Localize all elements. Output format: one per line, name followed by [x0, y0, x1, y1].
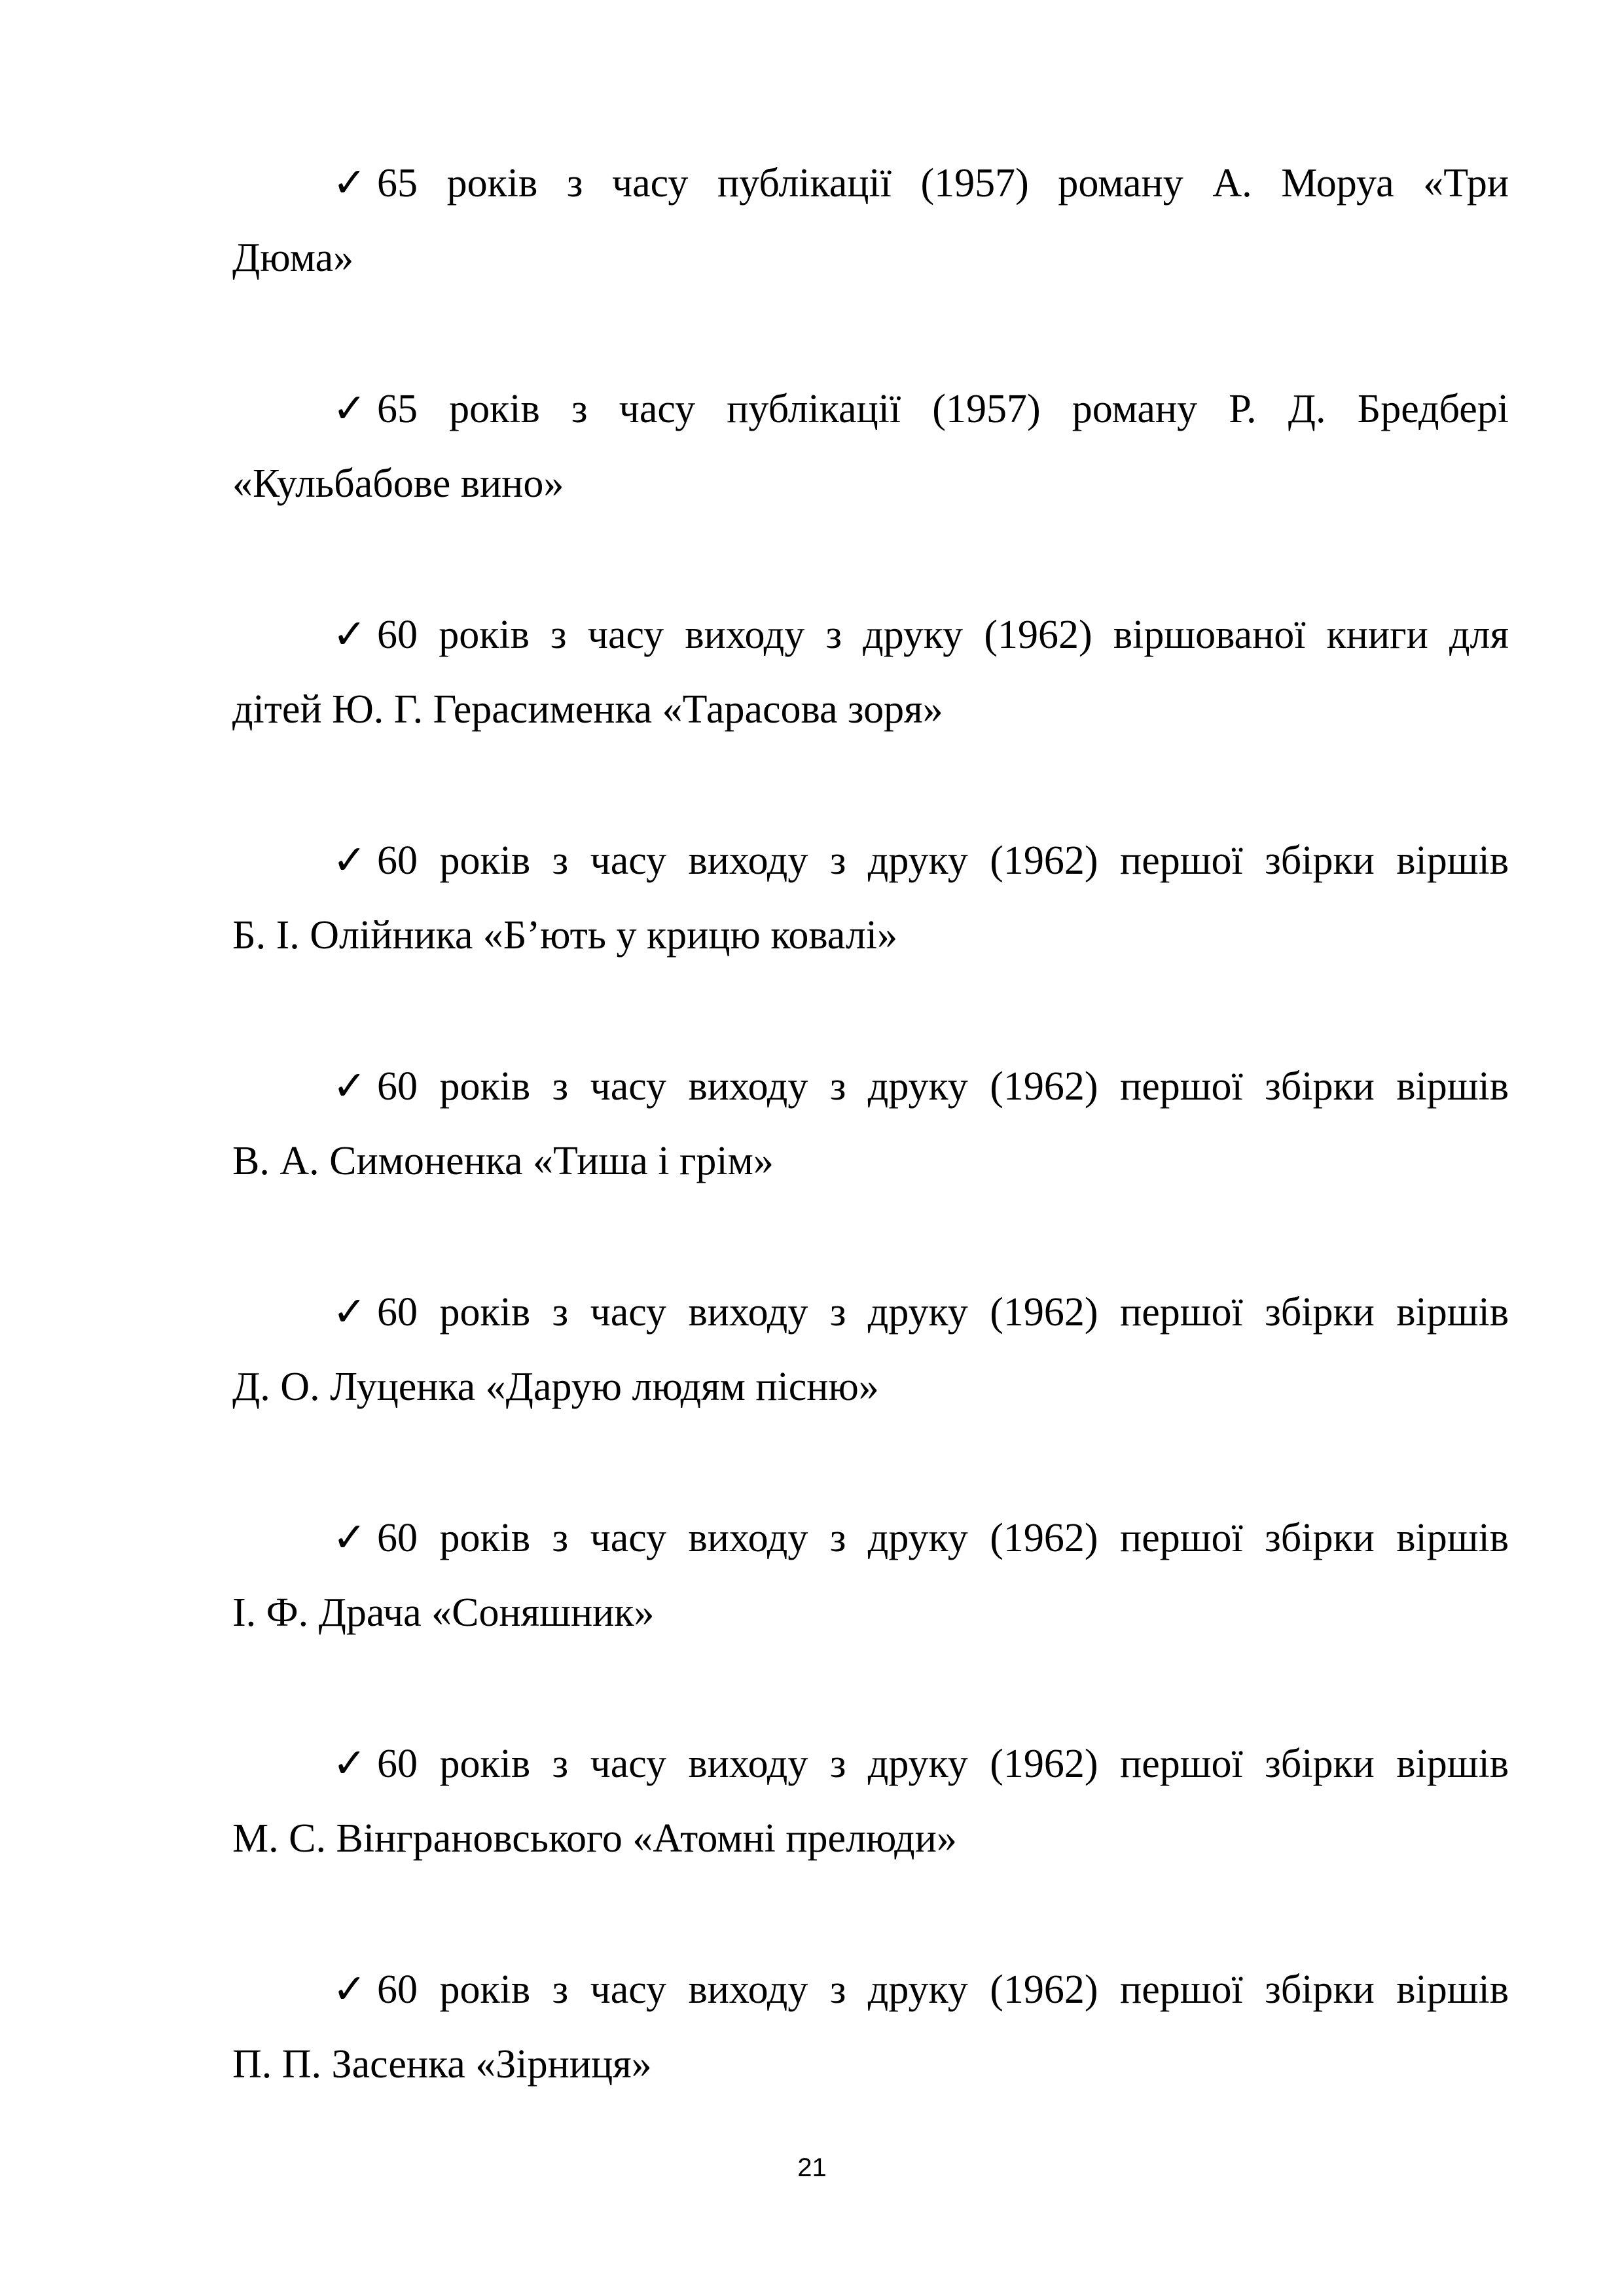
list-item-line-1	[232, 1049, 1509, 1124]
list-item-continuation: Б. І. Олійника «Б’ють у крицю ковалі»	[232, 913, 898, 958]
list-item-continuation: М. С. Вінграновського «Атомні прелюди»	[232, 1816, 957, 1861]
list-item-text: 65 років з часу публікації (1957) роману Р. Д. Бредбері	[377, 387, 1509, 431]
list-item	[232, 1275, 1509, 1424]
list-item-continuation: П. П. Засенка «Зірниця»	[232, 2042, 652, 2087]
list-item-text: 60 років з часу виходу з друку (1962) віршованої книги для	[377, 613, 1509, 657]
list-item-text: 65 років з часу публікації (1957) роману А. Моруа «Три	[377, 161, 1509, 206]
list-item-continuation: «Кульбабове вино»	[232, 461, 564, 506]
list-item-line-1	[232, 146, 1509, 221]
list-item-text: 60 років з часу виходу з друку (1962) першої збірки віршів	[377, 838, 1509, 883]
check-mark-icon: ✓	[333, 1064, 367, 1109]
check-mark-icon: ✓	[333, 161, 367, 206]
list-item	[232, 146, 1509, 295]
list-item	[232, 1049, 1509, 1198]
list-item-line-1	[232, 1727, 1509, 1801]
list-item-text: 60 років з часу виходу з друку (1962) першої збірки віршів	[377, 1967, 1509, 2012]
list-item-continuation: Дюма»	[232, 236, 354, 280]
check-mark-icon: ✓	[333, 1967, 367, 2012]
check-mark-icon: ✓	[333, 387, 367, 431]
list-item-line-1	[232, 1275, 1509, 1350]
list-item-line-1	[232, 823, 1509, 898]
check-mark-icon: ✓	[333, 838, 367, 883]
check-mark-icon: ✓	[333, 1742, 367, 1786]
list-item-continuation: Д. О. Луценка «Дарую людям пісню»	[232, 1365, 879, 1409]
list-item	[232, 372, 1509, 521]
list-item-continuation: І. Ф. Драча «Соняшник»	[232, 1590, 655, 1635]
list-item-text: 60 років з часу виходу з друку (1962) першої збірки віршів	[377, 1290, 1509, 1335]
list-item-continuation: В. А. Симоненка «Тиша і грім»	[232, 1139, 774, 1183]
list-item-continuation: дітей Ю. Г. Герасименка «Тарасова зоря»	[232, 687, 943, 732]
list-item-text: 60 років з часу виходу з друку (1962) першої збірки віршів	[377, 1516, 1509, 1560]
list-item	[232, 823, 1509, 973]
check-mark-icon: ✓	[333, 1290, 367, 1335]
list-item-line-1	[232, 1952, 1509, 2027]
list-item	[232, 1501, 1509, 1650]
list-item-line-1	[232, 1501, 1509, 1575]
page-number: 21	[797, 2153, 827, 2182]
list-item	[232, 1952, 1509, 2102]
list-item	[232, 598, 1509, 747]
list-item-text: 60 років з часу виходу з друку (1962) першої збірки віршів	[377, 1742, 1509, 1786]
check-mark-icon: ✓	[333, 1516, 367, 1560]
list-item-line-1	[232, 372, 1509, 446]
list-item-line-1	[232, 598, 1509, 672]
check-mark-icon: ✓	[333, 613, 367, 657]
list-item	[232, 1727, 1509, 1876]
list-item-text: 60 років з часу виходу з друку (1962) першої збірки віршів	[377, 1064, 1509, 1109]
